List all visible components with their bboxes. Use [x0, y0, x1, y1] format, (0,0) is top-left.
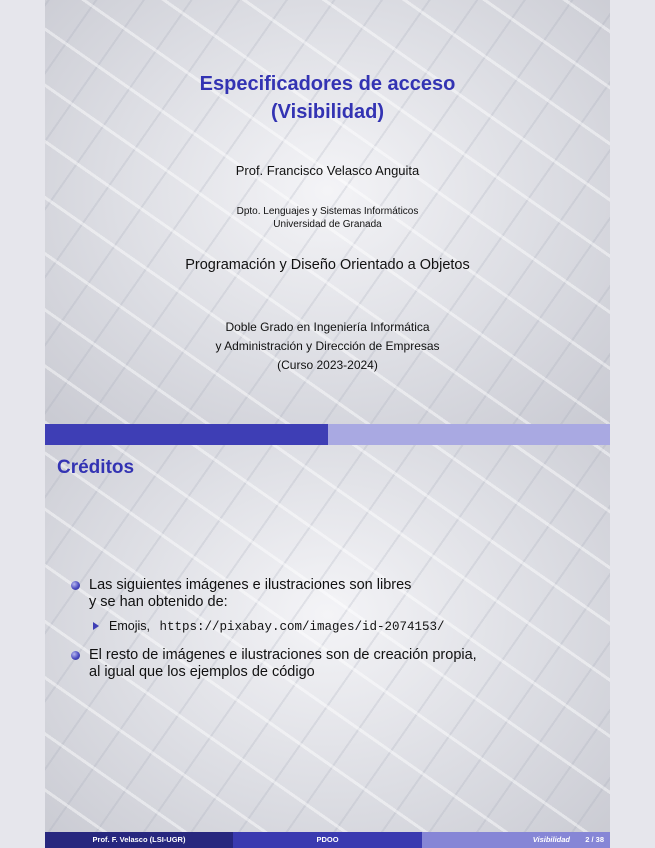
- page-number: 2 / 38: [585, 835, 604, 844]
- footer-course: PDOO: [233, 832, 422, 848]
- degree-info: [45, 318, 610, 375]
- credits-slide: [45, 424, 610, 848]
- header-bar: [45, 424, 610, 445]
- triangle-bullet-icon: [93, 622, 99, 630]
- title-line-1: Especificadores de acceso: [199, 73, 456, 95]
- title-line-2: (Visibilidad): [271, 101, 384, 123]
- bullet-icon: [71, 651, 80, 660]
- presentation-title: [45, 70, 610, 126]
- university: Universidad de Granada: [273, 219, 382, 230]
- degree-line-2: y Administración y Dirección de Empresas: [215, 339, 440, 353]
- bullet-text-2a: El resto de imágenes e ilustraciones son de creación propia,: [89, 647, 477, 663]
- degree-line-1: Doble Grado en Ingeniería Informática: [225, 320, 430, 334]
- header-bar-light: [328, 424, 610, 445]
- header-bar-dark: [45, 424, 328, 445]
- bullet-item: [67, 577, 597, 635]
- bullet-text-1b: y se han obtenido de:: [89, 594, 228, 610]
- footer-author: Prof. F. Velasco (LSI-UGR): [45, 832, 233, 848]
- bullet-text-1a: Las siguientes imágenes e ilustraciones son libres: [89, 577, 412, 593]
- course-year: (Curso 2023-2024): [277, 358, 378, 372]
- bullet-text-2b: al igual que los ejemplos de código: [89, 664, 315, 680]
- institution: [45, 205, 610, 231]
- author: Prof. Francisco Velasco Anguita: [235, 163, 420, 178]
- footer-right: [422, 832, 610, 848]
- bullet-list: [67, 577, 597, 693]
- footer-bar: [45, 832, 610, 848]
- footer-section: Visibilidad: [532, 835, 570, 844]
- bullet-icon: [71, 581, 80, 590]
- department: Dpto. Lenguajes y Sistemas Informáticos: [236, 206, 419, 217]
- slide-title: Créditos: [57, 457, 135, 478]
- sub-bullet-label: Emojis,: [109, 619, 150, 633]
- title-slide: [45, 0, 610, 424]
- sub-bullet-item: [89, 618, 597, 635]
- emoji-source-link[interactable]: https://pixabay.com/images/id-2074153/: [159, 620, 445, 634]
- bullet-item: [67, 647, 597, 681]
- subject: Programación y Diseño Orientado a Objetos: [185, 257, 470, 273]
